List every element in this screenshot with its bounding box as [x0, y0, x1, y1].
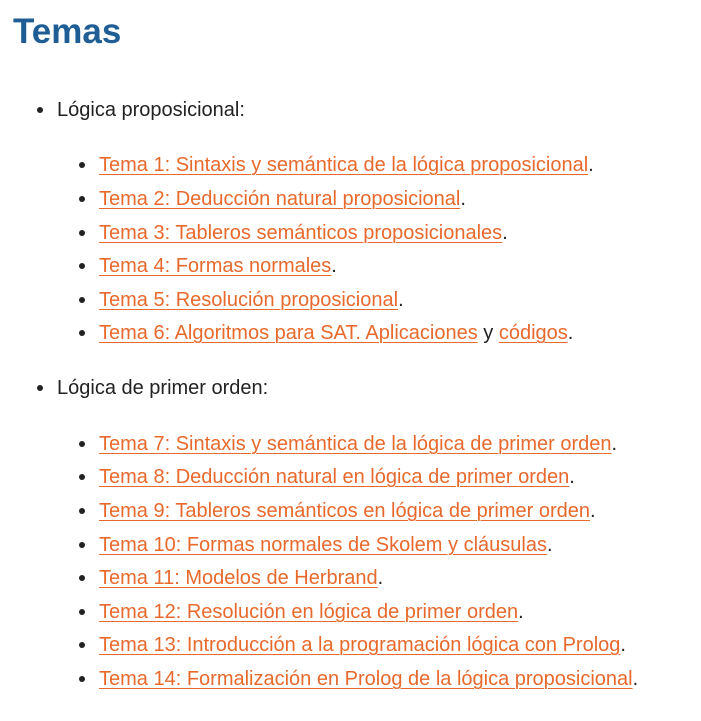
topic-link[interactable]: Tema 8: Deducción natural en lógica de primer orden: [99, 466, 570, 488]
page-title: Temas: [13, 12, 122, 51]
section-label: Lógica proposicional:: [57, 99, 245, 121]
topic-link[interactable]: Tema 7: Sintaxis y semántica de la lógica de primer orden: [99, 433, 612, 455]
punctuation: .: [569, 466, 575, 488]
bullet-icon: [79, 330, 85, 336]
topic-link[interactable]: Tema 3: Tableros semánticos proposicionales: [99, 222, 503, 244]
topic-link[interactable]: Tema 4: Formas normales: [99, 255, 332, 277]
topic-link[interactable]: Tema 6: Algoritmos para SAT. Aplicaciones: [99, 322, 478, 344]
bullet-icon: [79, 474, 85, 480]
bullet-icon: [79, 609, 85, 615]
punctuation: .: [377, 567, 384, 589]
punctuation: .: [546, 534, 553, 556]
topic-link[interactable]: Tema 1: Sintaxis y semántica de la lógica proposicional: [99, 154, 589, 176]
bullet-icon: [37, 107, 43, 113]
punctuation: .: [331, 255, 337, 277]
section-label: Lógica de primer orden:: [57, 377, 269, 399]
punctuation: .: [518, 601, 524, 623]
punctuation: .: [460, 188, 466, 210]
punctuation: .: [632, 668, 639, 690]
topic-link[interactable]: Tema 14: Formalización en Prolog de la lógica proposicional: [99, 668, 633, 690]
bullet-icon: [79, 230, 85, 236]
bullet-icon: [79, 297, 85, 303]
punctuation: .: [590, 500, 596, 522]
topic-link[interactable]: Tema 10: Formas normales de Skolem y cláusulas: [99, 534, 547, 556]
topic-link[interactable]: Tema 2: Deducción natural proposicional: [99, 188, 461, 210]
punctuation: .: [567, 322, 574, 344]
bullet-icon: [37, 385, 43, 391]
bullet-icon: [79, 575, 85, 581]
topic-link[interactable]: Tema 9: Tableros semánticos en lógica de primer orden: [99, 500, 590, 522]
punctuation: .: [588, 154, 594, 176]
bullet-icon: [79, 162, 85, 168]
punctuation: .: [611, 433, 618, 455]
bullet-icon: [79, 508, 85, 514]
punctuation: .: [620, 634, 626, 656]
punctuation: .: [502, 222, 508, 244]
bullet-icon: [79, 263, 85, 269]
bullet-icon: [79, 441, 85, 447]
topic-link[interactable]: Tema 11: Modelos de Herbrand: [99, 567, 378, 589]
bullet-icon: [79, 676, 85, 682]
codes-link[interactable]: códigos: [498, 322, 568, 344]
topic-link[interactable]: Tema 5: Resolución proposicional: [99, 289, 399, 311]
topic-link[interactable]: Tema 13: Introducción a la programación lógica con Prolog: [99, 634, 621, 656]
punctuation: .: [398, 289, 404, 311]
topic-link[interactable]: Tema 12: Resolución en lógica de primer orden: [99, 601, 519, 623]
bullet-icon: [79, 642, 85, 648]
bullet-icon: [79, 542, 85, 548]
bullet-icon: [79, 196, 85, 202]
conjunction-text: y: [477, 322, 499, 344]
